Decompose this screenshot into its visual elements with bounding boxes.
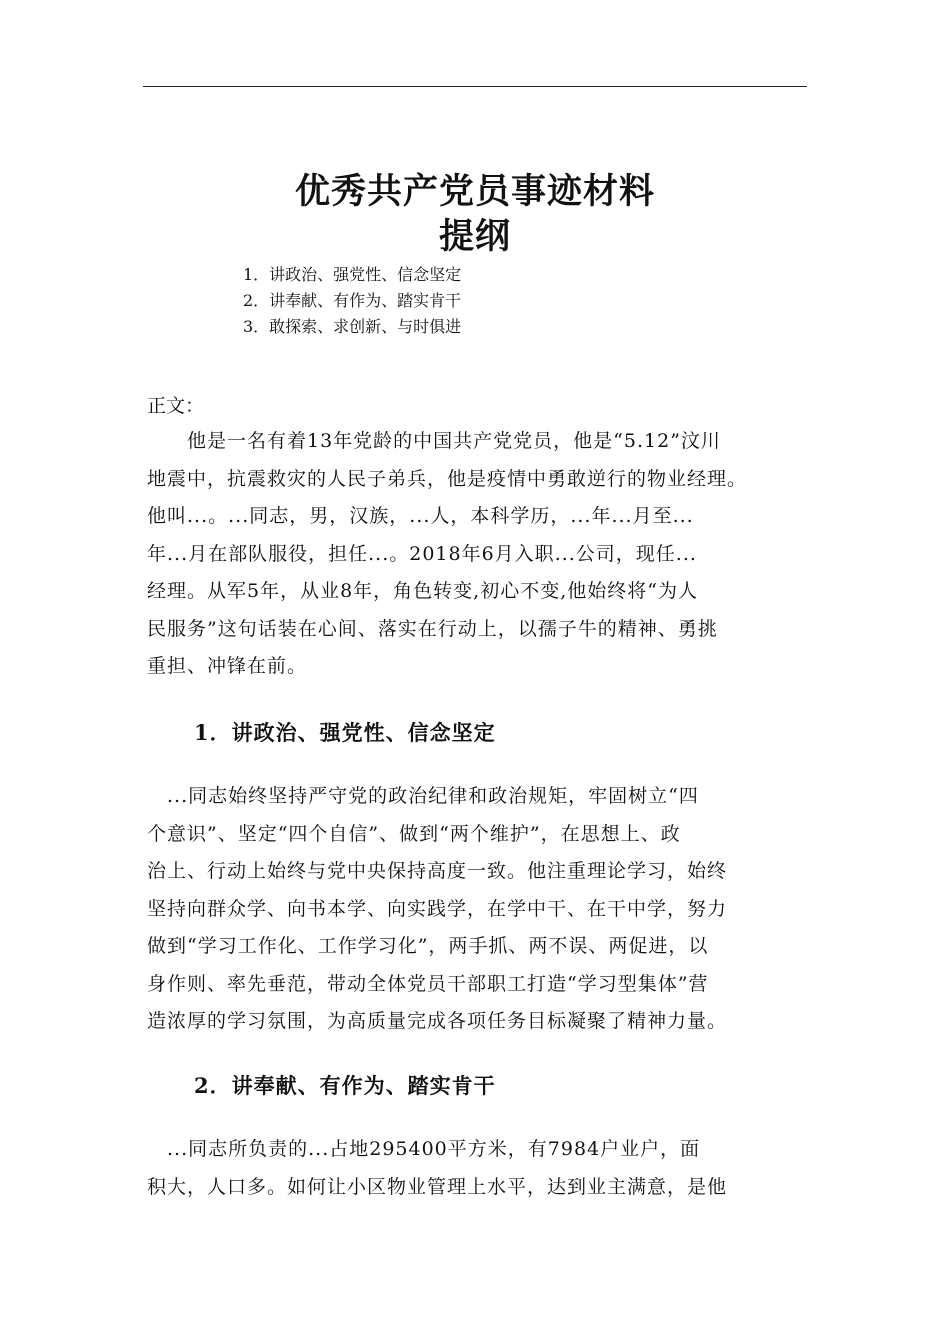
paragraph-line: 积大，人口多。如何让小区物业管理上水平，达到业主满意，是他 bbox=[147, 1175, 728, 1198]
paragraph-line: 民服务”这句话装在心间、落实在行动上，以孺子牛的精神、勇挑 bbox=[147, 617, 718, 640]
header-rule bbox=[143, 86, 807, 87]
paragraph-line: 他是一名有着13年党龄的中国共产党党员，他是“5.12”汶川 bbox=[147, 430, 721, 452]
intro-paragraph bbox=[147, 423, 811, 686]
paragraph-line: 年...月在部队服役，担任...。2018年6月入职...公司，现任... bbox=[147, 542, 697, 565]
paragraph-line: ...同志所负责的...占地295400平方米，有7984户业户，面 bbox=[147, 1138, 701, 1160]
section-heading: 2．讲奉献、有作为、踏实肯干 bbox=[194, 1073, 496, 1098]
outline-list bbox=[243, 262, 461, 340]
paragraph-line: 重担、冲锋在前。 bbox=[147, 655, 308, 677]
paragraph-line: 他叫...。...同志，男，汉族，...人，本科学历，...年...月至... bbox=[147, 505, 694, 527]
outline-item: 1．讲政治、强党性、信念坚定 bbox=[243, 265, 462, 284]
paragraph-line: 做到“学习工作化、工作学习化”，两手抓、两不误、两促进，以 bbox=[147, 935, 709, 957]
paragraph-line: 坚持向群众学、向书本学、向实践学，在学中干、在干中学，努力 bbox=[147, 897, 728, 920]
section-heading: 1．讲政治、强党性、信念坚定 bbox=[194, 720, 496, 745]
paragraph-line: ...同志始终坚持严守党的政治纪律和政治规矩，牢固树立“四 bbox=[147, 785, 699, 807]
section2-paragraph bbox=[147, 1131, 811, 1206]
paragraph-line: 个意识”、坚定“四个自信”、做到“两个维护”，在思想上、政 bbox=[147, 822, 681, 845]
paragraph-line: 地震中，抗震救灾的人民子弟兵，他是疫情中勇敢逆行的物业经理。 bbox=[147, 467, 748, 490]
paragraph-line: 造浓厚的学习氛围，为高质量完成各项任务目标凝聚了精神力量。 bbox=[147, 1010, 728, 1032]
paragraph-line: 治上、行动上始终与党中央保持高度一致。他注重理论学习，始终 bbox=[147, 860, 728, 882]
section1-paragraph bbox=[147, 778, 811, 1041]
paragraph-line: 经理。从军5年，从业8年，角色转变,初心不变,他始终将“为人 bbox=[147, 580, 698, 602]
outline-item: 3．敢探索、求创新、与时俱进 bbox=[243, 317, 462, 336]
document-subtitle: 提纲 bbox=[438, 216, 511, 257]
paragraph-line: 身作则、率先垂范，带动全体党员干部职工打造“学习型集体”营 bbox=[147, 972, 709, 995]
document-title: 优秀共产党员事迹材料 bbox=[294, 171, 655, 212]
outline-item: 2．讲奉献、有作为、踏实肯干 bbox=[243, 291, 462, 310]
body-label: 正文： bbox=[147, 395, 205, 417]
